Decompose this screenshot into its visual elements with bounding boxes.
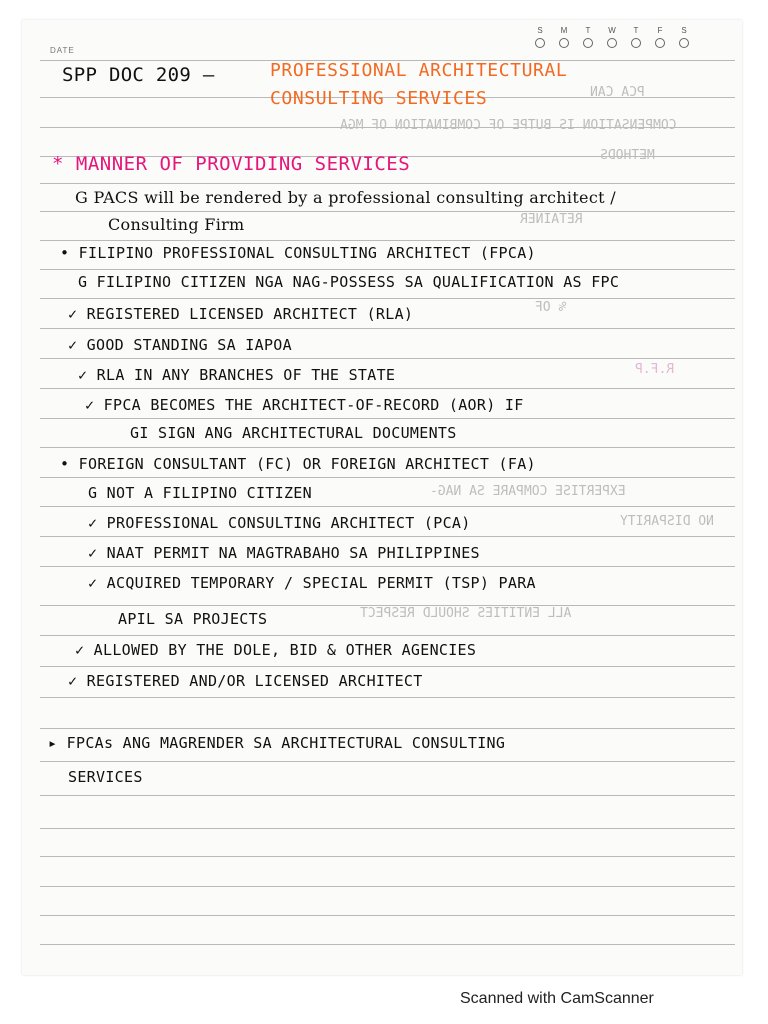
bullet-heading: • FILIPINO PROFESSIONAL CONSULTING ARCHITECT (FPCA) bbox=[60, 244, 536, 262]
bleed-through-text: % OF bbox=[535, 300, 567, 315]
ruled-line bbox=[40, 635, 735, 636]
bleed-through-text: EXPERTISE COMPARE SA NAG- bbox=[430, 484, 626, 499]
checklist-item: ✓ ACQUIRED TEMPORARY / SPECIAL PERMIT (TSP) PARA bbox=[88, 574, 536, 592]
ruled-line bbox=[40, 761, 735, 762]
checklist-item: ✓ RLA IN ANY BRANCHES OF THE STATE bbox=[78, 366, 396, 384]
ruled-line bbox=[40, 944, 735, 945]
ruled-line bbox=[40, 447, 735, 448]
ruled-line bbox=[40, 795, 735, 796]
weekday-dot bbox=[535, 38, 545, 48]
weekday-letter: F bbox=[657, 26, 663, 35]
ruled-line bbox=[40, 697, 735, 698]
weekday-dot bbox=[559, 38, 569, 48]
checklist-item: ✓ FPCA BECOMES THE ARCHITECT-OF-RECORD (AOR) IF bbox=[85, 396, 524, 414]
weekday-dot bbox=[631, 38, 641, 48]
weekday-dot bbox=[679, 38, 689, 48]
date-label: DATE bbox=[50, 46, 75, 55]
ruled-line bbox=[40, 856, 735, 857]
weekday-letter: T bbox=[633, 26, 639, 35]
bleed-through-text: RETAINER bbox=[520, 212, 583, 227]
arrow-note: ▸ FPCAs ANG MAGRENDER SA ARCHITECTURAL CONSULTING bbox=[48, 734, 506, 752]
weekday-selector bbox=[528, 26, 698, 48]
note-line: G PACS will be rendered by a professional consulting architect / bbox=[75, 188, 616, 207]
ruled-line bbox=[40, 388, 735, 389]
weekday-dot bbox=[607, 38, 617, 48]
weekday-letter: T bbox=[585, 26, 591, 35]
bleed-through-text: PCA CAN bbox=[590, 85, 645, 100]
weekday-letter: S bbox=[537, 26, 543, 35]
checklist-item: ✓ ALLOWED BY THE DOLE, BID & OTHER AGENCIES bbox=[75, 641, 477, 659]
ruled-line bbox=[40, 183, 735, 184]
ruled-line bbox=[40, 269, 735, 270]
bleed-through-text: COMPENSATION IS BUTPE OF COMBINATION OF MGA bbox=[340, 118, 677, 133]
checklist-item: ✓ REGISTERED AND/OR LICENSED ARCHITECT bbox=[68, 672, 423, 690]
note-line: GI SIGN ANG ARCHITECTURAL DOCUMENTS bbox=[130, 424, 457, 442]
page-title-line2: CONSULTING SERVICES bbox=[270, 88, 488, 109]
bullet-heading: • FOREIGN CONSULTANT (FC) OR FOREIGN ARCHITECT (FA) bbox=[60, 455, 536, 473]
ruled-line bbox=[40, 828, 735, 829]
note-line: APIL SA PROJECTS bbox=[118, 610, 268, 628]
page-title: PROFESSIONAL ARCHITECTURAL bbox=[270, 60, 568, 81]
weekday-letter: W bbox=[608, 26, 616, 35]
ruled-line bbox=[40, 666, 735, 667]
note-line: SERVICES bbox=[68, 768, 143, 786]
ruled-line bbox=[40, 886, 735, 887]
ruled-line bbox=[40, 728, 735, 729]
checklist-item: ✓ PROFESSIONAL CONSULTING ARCHITECT (PCA) bbox=[88, 514, 471, 532]
ruled-line bbox=[40, 358, 735, 359]
ruled-line bbox=[40, 328, 735, 329]
ruled-line bbox=[40, 211, 735, 212]
bleed-through-text: R.F.P bbox=[635, 362, 675, 377]
checklist-item: ✓ GOOD STANDING SA IAPOA bbox=[68, 336, 292, 354]
ruled-line bbox=[40, 566, 735, 567]
weekday-letter: M bbox=[560, 26, 568, 35]
ruled-line bbox=[40, 298, 735, 299]
note-line: Consulting Firm bbox=[108, 215, 245, 234]
note-line: G NOT A FILIPINO CITIZEN bbox=[88, 484, 312, 502]
ruled-line bbox=[40, 915, 735, 916]
scanner-watermark: Scanned with CamScanner bbox=[460, 990, 654, 1007]
ruled-line bbox=[40, 418, 735, 419]
note-line: G FILIPINO CITIZEN NGA NAG-POSSESS SA QUALIFICATION AS FPC bbox=[78, 273, 620, 291]
bleed-through-text: ALL ENTITIES SHOULD RESPECT bbox=[360, 606, 572, 621]
weekday-dot bbox=[583, 38, 593, 48]
document-code: SPP DOC 209 — bbox=[62, 64, 215, 86]
section-heading: * MANNER OF PROVIDING SERVICES bbox=[52, 153, 411, 175]
ruled-line bbox=[40, 536, 735, 537]
checklist-item: ✓ NAAT PERMIT NA MAGTRABAHO SA PHILIPPINES bbox=[88, 544, 480, 562]
bleed-through-text: METHODS bbox=[600, 148, 655, 163]
ruled-line bbox=[40, 477, 735, 478]
ruled-line bbox=[40, 240, 735, 241]
checklist-item: ✓ REGISTERED LICENSED ARCHITECT (RLA) bbox=[68, 305, 414, 323]
weekday-dot bbox=[655, 38, 665, 48]
weekday-letter: S bbox=[681, 26, 687, 35]
ruled-line bbox=[40, 506, 735, 507]
bleed-through-text: NO DISPARITY bbox=[620, 514, 714, 529]
